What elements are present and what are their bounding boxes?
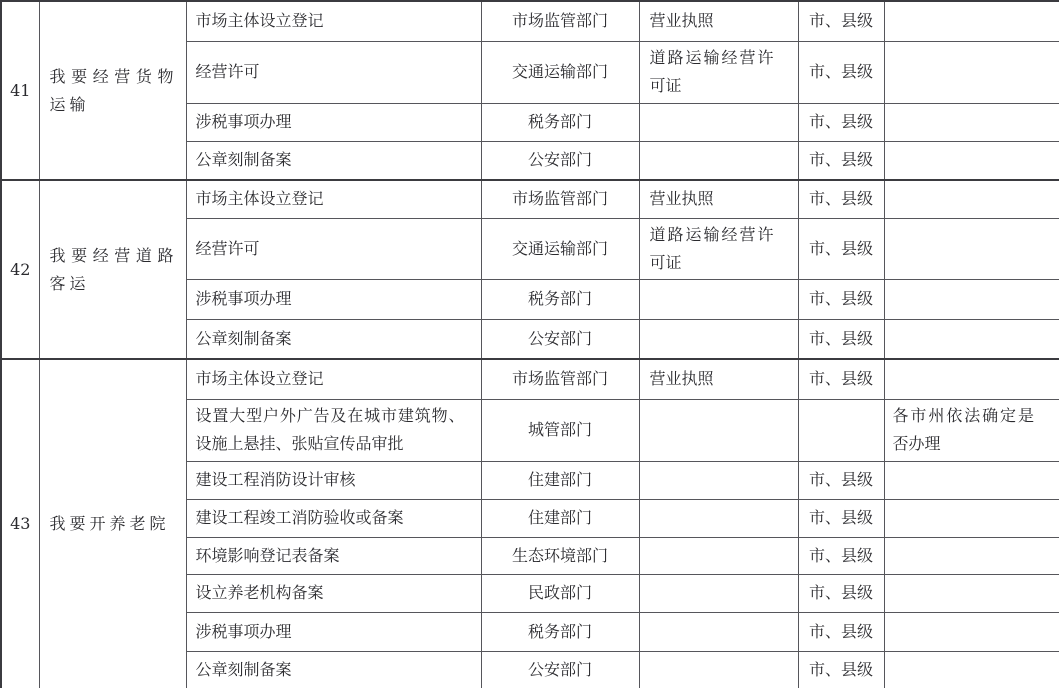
certificate-cell: [639, 537, 798, 574]
item-cell: 公章刻制备案: [186, 651, 481, 688]
table-row: [1, 180, 1059, 218]
remark-cell: [884, 218, 1059, 279]
level-cell: 市、县级: [798, 103, 884, 141]
table-row: [1, 359, 1059, 399]
department-cell: 生态环境部门: [481, 537, 639, 574]
remark-cell: [884, 180, 1059, 218]
remark-cell: [884, 103, 1059, 141]
remark-cell: [884, 319, 1059, 359]
department-cell: 交通运输部门: [481, 41, 639, 103]
level-cell: 市、县级: [798, 461, 884, 499]
department-cell: 住建部门: [481, 461, 639, 499]
certificate-cell: [639, 319, 798, 359]
department-cell: 公安部门: [481, 141, 639, 180]
level-cell: 市、县级: [798, 218, 884, 279]
certificate-cell: [639, 612, 798, 651]
remark-cell: [884, 461, 1059, 499]
remark-cell: [884, 141, 1059, 180]
item-cell: 市场主体设立登记: [186, 180, 481, 218]
department-cell: 市场监管部门: [481, 180, 639, 218]
remark-cell: [884, 574, 1059, 612]
department-cell: 住建部门: [481, 499, 639, 537]
remark-cell: [884, 651, 1059, 688]
item-cell: 环境影响登记表备案: [186, 537, 481, 574]
department-cell: 税务部门: [481, 612, 639, 651]
item-cell: 公章刻制备案: [186, 141, 481, 180]
level-cell: 市、县级: [798, 499, 884, 537]
item-cell: 涉税事项办理: [186, 279, 481, 319]
department-cell: 市场监管部门: [481, 359, 639, 399]
seq-cell: 41: [1, 1, 39, 180]
item-cell: 公章刻制备案: [186, 319, 481, 359]
item-cell: 设置大型户外广告及在城市建筑物、设施上悬挂、张贴宣传品审批: [186, 399, 481, 461]
item-cell: 涉税事项办理: [186, 103, 481, 141]
category-cell: 我要经营货物运输: [39, 1, 186, 180]
item-cell: 建设工程竣工消防验收或备案: [186, 499, 481, 537]
level-cell: 市、县级: [798, 41, 884, 103]
level-cell: 市、县级: [798, 574, 884, 612]
level-cell: 市、县级: [798, 537, 884, 574]
level-cell: 市、县级: [798, 279, 884, 319]
department-cell: 民政部门: [481, 574, 639, 612]
certificate-cell: [639, 141, 798, 180]
category-cell: 我要经营道路客运: [39, 180, 186, 359]
level-cell: 市、县级: [798, 319, 884, 359]
certificate-cell: 营业执照: [639, 1, 798, 41]
remark-cell: [884, 537, 1059, 574]
remark-cell: [884, 41, 1059, 103]
certificate-cell: [639, 461, 798, 499]
certificate-cell: [639, 103, 798, 141]
item-cell: 经营许可: [186, 218, 481, 279]
certificate-cell: [639, 279, 798, 319]
level-cell: 市、县级: [798, 359, 884, 399]
remark-cell: 各市州依法确定是否办理: [884, 399, 1059, 461]
certificate-cell: 营业执照: [639, 359, 798, 399]
level-cell: 市、县级: [798, 141, 884, 180]
department-cell: 城管部门: [481, 399, 639, 461]
item-cell: 市场主体设立登记: [186, 359, 481, 399]
item-cell: 建设工程消防设计审核: [186, 461, 481, 499]
table-body: [1, 1, 1059, 688]
category-cell: 我要开养老院: [39, 359, 186, 688]
remark-cell: [884, 359, 1059, 399]
certificate-cell: [639, 399, 798, 461]
seq-cell: 43: [1, 359, 39, 688]
item-cell: 经营许可: [186, 41, 481, 103]
department-cell: 市场监管部门: [481, 1, 639, 41]
remark-cell: [884, 612, 1059, 651]
certificate-cell: 道路运输经营许可证: [639, 41, 798, 103]
level-cell: 市、县级: [798, 651, 884, 688]
department-cell: 公安部门: [481, 319, 639, 359]
certificate-cell: [639, 574, 798, 612]
item-cell: 设立养老机构备案: [186, 574, 481, 612]
department-cell: 税务部门: [481, 279, 639, 319]
remark-cell: [884, 499, 1059, 537]
certificate-cell: [639, 651, 798, 688]
certificate-cell: [639, 499, 798, 537]
department-cell: 交通运输部门: [481, 218, 639, 279]
remark-cell: [884, 1, 1059, 41]
table-row: [1, 1, 1059, 41]
certificate-cell: 道路运输经营许可证: [639, 218, 798, 279]
department-cell: 公安部门: [481, 651, 639, 688]
level-cell: 市、县级: [798, 180, 884, 218]
department-cell: 税务部门: [481, 103, 639, 141]
item-cell: 涉税事项办理: [186, 612, 481, 651]
item-cell: 市场主体设立登记: [186, 1, 481, 41]
level-cell: 市、县级: [798, 1, 884, 41]
level-cell: 市、县级: [798, 612, 884, 651]
certificate-cell: 营业执照: [639, 180, 798, 218]
level-cell: [798, 399, 884, 461]
remark-cell: [884, 279, 1059, 319]
seq-cell: 42: [1, 180, 39, 359]
